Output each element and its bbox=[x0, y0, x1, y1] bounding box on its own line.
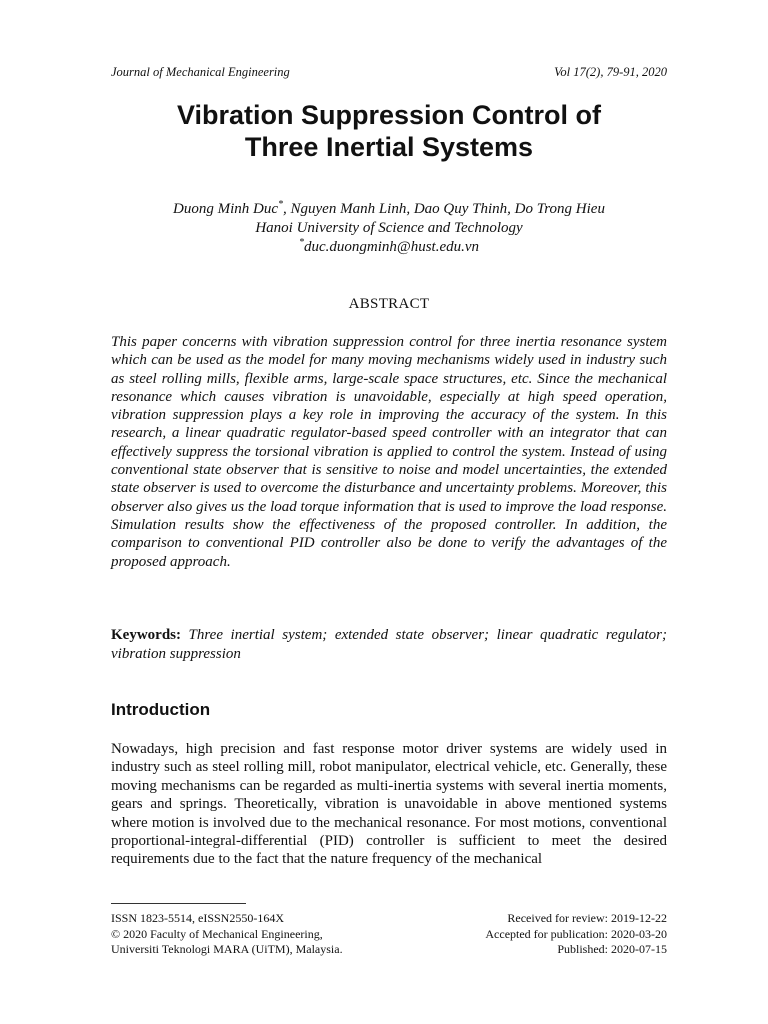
title-line-2: Three Inertial Systems bbox=[244, 132, 534, 162]
accepted-date: Accepted for publication: 2020-03-20 bbox=[485, 926, 667, 941]
keywords-label: Keywords: bbox=[111, 627, 181, 643]
author-email: duc.duongminh@hust.edu.vn bbox=[303, 239, 480, 255]
footer-left bbox=[111, 911, 343, 958]
journal-name: Journal of Mechanical Engineering bbox=[111, 65, 290, 79]
keywords bbox=[111, 626, 667, 663]
volume-info: Vol 17(2), 79-91, 2020 bbox=[554, 65, 667, 79]
university: Universiti Teknologi MARA (UiTM), Malaysia. bbox=[111, 942, 343, 956]
paper-page bbox=[111, 0, 667, 1024]
copyright: © 2020 Faculty of Mechanical Engineering, bbox=[111, 926, 323, 941]
first-author: Duong Minh Duc bbox=[173, 201, 279, 217]
author-block bbox=[111, 200, 667, 257]
corresponding-mark: * bbox=[278, 199, 284, 210]
keywords-text: Three inertial system; extended state observer; linear quadratic regulator; vibration suppression bbox=[111, 627, 667, 662]
published-date: Published: 2020-07-15 bbox=[557, 942, 667, 956]
email-line bbox=[111, 238, 667, 257]
affiliation: Hanoi University of Science and Technology bbox=[255, 220, 523, 236]
email-mark: * bbox=[298, 237, 304, 248]
co-authors: , Nguyen Manh Linh, Dao Quy Thinh, Do Trong Hieu bbox=[283, 201, 605, 217]
introduction-heading: Introduction bbox=[111, 700, 211, 719]
footer-right bbox=[485, 911, 667, 958]
received-date: Received for review: 2019-12-22 bbox=[507, 911, 667, 925]
abstract-text: This paper concerns with vibration suppression control for three inertia resonance system which can be used as the model for many moving mechanisms widely used in industry such as steel rolling mills, flexible arms, large-scale space structures, etc. Since the mechanical resonance which causes vibration is unavoidable, especially at high speed operation, vibration suppression plays a key role in improving the accuracy of the system. In this research, a linear quadratic regulator-based speed controller with an integrator that can effectively suppress the torsional vibration is applied to control the system. Instead of using conventional state observer that is sensitive to noise and model uncertainties, the extended state observer is used to overcome the disturbance and uncertainty problems. Moreover, this observer also gives us the load torque information that is used to improve the load response. Simulation results show the effectiveness of the proposed controller. In addition, the comparison to conventional PID controller also be done to verify the advantages of the proposed approach. bbox=[111, 334, 667, 570]
abstract-heading: ABSTRACT bbox=[348, 296, 430, 312]
title-line-1: Vibration Suppression Control of bbox=[176, 100, 601, 130]
running-header bbox=[111, 65, 667, 83]
issn: ISSN 1823-5514, eISSN2550-164X bbox=[111, 911, 285, 925]
introduction-text: Nowadays, high precision and fast response motor driver systems are widely used in industry such as steel rolling mill, robot manipulator, electrical vehicle, etc. Generally, these moving mechanisms can be regarded as multi-inertia systems with several inertia moments, gears and springs. Theoretically, vibration is unavoidable in above mentioned systems where motion is involved due to the mechanical resonance. For most motions, conventional proportional-integral-differential (PID) controller is sufficient to meet the desired requirements due to the fact that the nature frequency of the mechanical bbox=[111, 741, 667, 868]
footnote-divider bbox=[111, 903, 246, 904]
paper-title bbox=[111, 99, 667, 163]
author-names bbox=[111, 200, 667, 219]
